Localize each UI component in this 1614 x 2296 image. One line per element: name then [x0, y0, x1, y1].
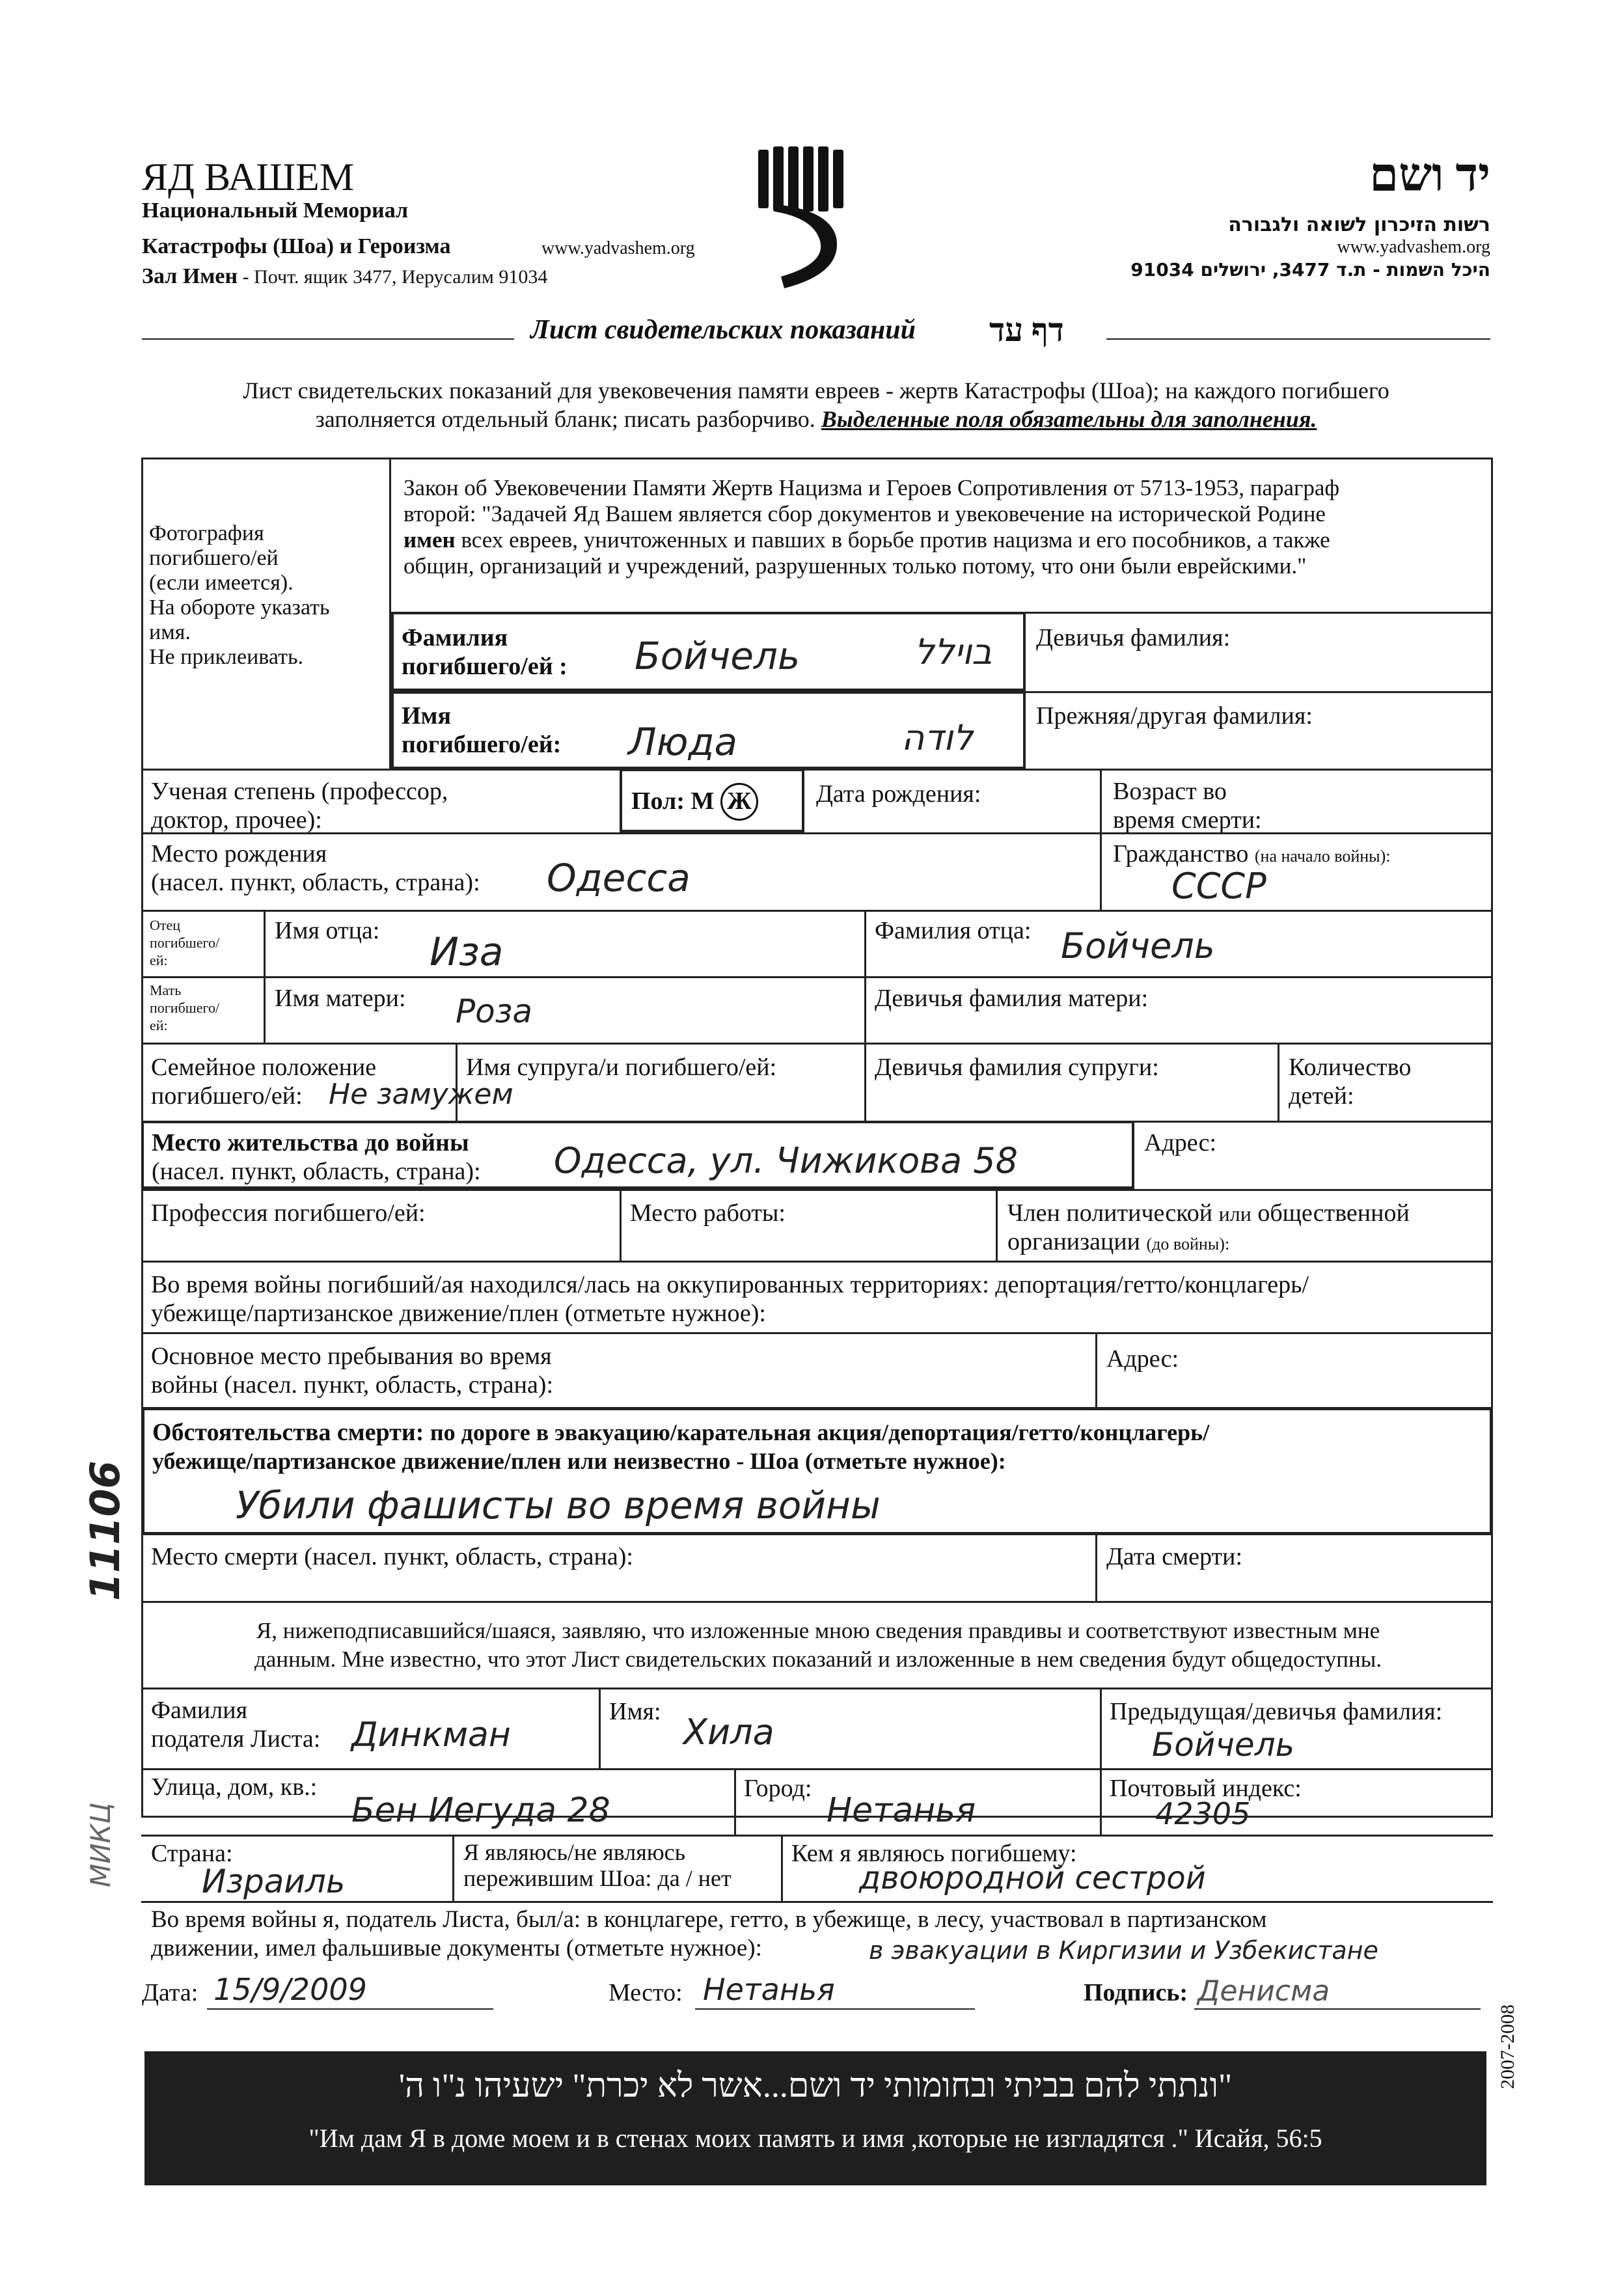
death-place-label: Место смерти (насел. пункт, область, страна):: [151, 1543, 633, 1570]
sex-label: Пол: М Ж: [631, 783, 758, 821]
death-circumstances-field[interactable]: [141, 1407, 1493, 1535]
submitter-war-value: в эвакуации в Киргизии и Узбекистане: [869, 1936, 1378, 1965]
victim-surname-field[interactable]: [391, 612, 1026, 691]
citizenship-label: Гражданство (на начало войны):: [1113, 840, 1391, 868]
father-surname-value: Бойчель: [1061, 925, 1215, 966]
org-line2-ru: Национальный Мемориал: [142, 198, 409, 223]
law-line: общин, организаций и учреждений, разрушенных только потому, что они были еврейскими.": [404, 553, 1307, 579]
death-circumstances-label: Обстоятельства смерти: по дороге в эвакуацию/карательная акция/депортация/гетто/концлагерь/ убежище/партизанское движение/плен или неизвестно - Шоа (отметьте нужное):: [152, 1419, 1210, 1474]
hall-bold: Зал Имен: [142, 264, 238, 288]
degree-label: Ученая степень (профессор, доктор, прочее):: [151, 778, 448, 834]
spouse-maiden-label: Девичья фамилия супруги:: [875, 1054, 1159, 1081]
law-line: второй: "Задачей Яд Вашем является сбор документов и увековечение на исторической Родине: [404, 501, 1326, 526]
victim-surname-value: Бойчель: [635, 634, 800, 678]
marital-label: Семейное положение погибшего/ей:: [151, 1054, 377, 1110]
org-line3-ru: Катастрофы (Шоа) и Героизма: [142, 234, 451, 258]
form-title: Лист свидетельских показаний: [530, 315, 916, 345]
row-rule: [141, 769, 1493, 771]
vline: [1100, 1688, 1102, 1835]
photo-box-text: [149, 521, 330, 670]
vline: [456, 1043, 458, 1121]
survivor-label: Я являюсь/не являюсь пережившим Шоа: да / нет: [463, 1839, 732, 1891]
mother-name-value: Роза: [456, 992, 532, 1030]
row-rule: [141, 1835, 1493, 1837]
residence-value: Одесса, ул. Чижикова 58: [554, 1140, 1018, 1181]
row-rule: [141, 1901, 1493, 1903]
spouse-label: Имя супруга/и погибшего/ей:: [466, 1054, 777, 1081]
org-line3-heb: היכל השמות - ת.ד 3477, ירושלים 91034: [1130, 259, 1490, 280]
wartime-address-label: Адрес:: [1106, 1345, 1179, 1373]
marital-value: Не замужем: [329, 1078, 513, 1111]
footer-sign-value: Денисма: [1197, 1975, 1330, 2008]
death-date-label: Дата смерти:: [1106, 1543, 1243, 1570]
death-circumstances-value: Убили фашисты во время войны: [236, 1483, 881, 1527]
country-value: Израиль: [202, 1863, 346, 1900]
residence-label: Место жительства до войны (насел. пункт, область, страна):: [152, 1129, 481, 1185]
banner-heb: "ונתתי להם בביתי ובחומותי יד ושם...אשר לא יכרת" ישעיהו נ"ו ה': [398, 2068, 1233, 2105]
submitter-name-label: Имя:: [609, 1698, 661, 1725]
margin-number: 11106: [81, 1460, 129, 1601]
vline: [781, 1835, 783, 1901]
law-text: [404, 475, 1484, 579]
row-rule: [141, 1261, 1493, 1263]
photo-text-line: На обороте указать: [149, 595, 330, 620]
vline: [1100, 832, 1102, 910]
law-line: [404, 527, 1484, 553]
row-rule: [141, 1043, 1493, 1045]
place-underline: [695, 2008, 975, 2010]
vline: [1100, 769, 1102, 833]
intro-line1: Лист свидетельских показаний для увековечения памяти евреев - жертв Катастрофы (Шоа); на каждого погибшего: [243, 377, 1389, 403]
zip-value: 42305: [1155, 1796, 1251, 1831]
margin-code: МИКЦ: [85, 1802, 116, 1887]
footer-date-label: Дата:: [142, 1979, 198, 2006]
main-place-label: Основное место пребывания во время войны (насел. пункт, область, страна):: [151, 1343, 554, 1399]
row-rule: [141, 910, 1493, 912]
website-ru: www.yadvashem.org: [541, 238, 695, 258]
vline: [452, 1835, 454, 1901]
footer-date-value: 15/9/2009: [213, 1972, 367, 2007]
photo-text-line: Фотография: [149, 521, 264, 545]
profession-label: Профессия погибшего/ей:: [151, 1199, 426, 1227]
row-rule: [141, 1332, 1493, 1334]
org-title-ru: ЯД ВАШЕМ: [142, 156, 355, 198]
birth-place-label: Место рождения (насел. пункт, область, страна):: [151, 840, 480, 896]
citizenship-value: СССР: [1171, 866, 1266, 907]
sex-field[interactable]: [620, 769, 804, 832]
zip-label: Почтовый индекс:: [1110, 1775, 1302, 1802]
membership-label: Член политической или общественной организации (до войны):: [1007, 1199, 1410, 1255]
vline: [996, 1189, 998, 1261]
mother-maiden-label: Девичья фамилия матери:: [875, 985, 1149, 1012]
residence-address-label: Адрес:: [1144, 1129, 1217, 1156]
vline: [1278, 1043, 1279, 1121]
mother-side-label: Мать погибшего/ ей:: [150, 982, 220, 1033]
submitter-name-value: Хила: [683, 1712, 774, 1753]
photo-box[interactable]: [141, 458, 391, 769]
photo-text-line: имя.: [149, 620, 191, 644]
photo-text-line: (если имеется).: [149, 571, 294, 595]
photo-text-line: Не приклеивать.: [149, 645, 303, 669]
vline: [620, 1189, 622, 1261]
row-rule: [141, 976, 1493, 978]
form-title-heb: דף עד: [989, 312, 1064, 348]
row-rule: [141, 832, 1493, 834]
row-rule: [141, 1688, 1493, 1689]
father-side-label: Отец погибшего/ ей:: [150, 917, 220, 968]
photo-text-line: погибшего/ей: [149, 546, 279, 570]
workplace-label: Место работы:: [630, 1199, 786, 1227]
banner-ru: "Им дам Я в доме моем и в стенах моих память и имя ,которые не изгладятся ." Исайя, 56:5: [308, 2124, 1322, 2153]
intro-required-note: Выделенные поля обязательны для заполнения.: [821, 406, 1317, 432]
father-surname-label: Фамилия отца:: [875, 917, 1032, 944]
victim-name-label: Имя погибшего/ей:: [402, 702, 562, 758]
law-bold-word: имен: [404, 527, 456, 553]
city-label: Город:: [744, 1775, 812, 1802]
submitter-prev-label: Предыдущая/девичья фамилия:: [1110, 1698, 1443, 1725]
victim-maiden-label: Девичья фамилия:: [1036, 624, 1231, 651]
father-name-label: Имя отца:: [275, 917, 380, 944]
vline: [1095, 1332, 1097, 1407]
law-line3-rest: всех евреев, уничтоженных и павших в борьбе против нацизма и его пособников, а также: [461, 527, 1330, 553]
date-underline: [207, 2008, 493, 2010]
title-rule-left: [142, 338, 514, 340]
footer-sign-label: Подпись:: [1084, 1979, 1188, 2006]
org-title-heb: יד ושם: [1369, 149, 1490, 201]
submitter-surname-value: Динкман: [351, 1715, 511, 1755]
row-rule: [141, 1189, 1493, 1191]
mother-name-label: Имя матери:: [275, 985, 406, 1012]
row-rule: [1026, 691, 1493, 693]
submitter-surname-label: Фамилия подателя Листа:: [151, 1697, 321, 1753]
victim-name-field[interactable]: [391, 691, 1026, 769]
law-line: Закон об Увековечении Памяти Жертв Нацизма и Героев Сопротивления от 5713-1953, параграф: [404, 475, 1340, 500]
submitter-war-label: Во время войны я, податель Листа, был/а: в концлагере, гетто, в убежище, в лесу, участвовал в партизанском движении, имел фальшивые документы (отметьте нужное):: [151, 1906, 1267, 1961]
vline: [599, 1688, 601, 1768]
age-label: Возраст во время смерти:: [1113, 778, 1262, 834]
country-label: Страна:: [151, 1840, 233, 1867]
submitter-prev-value: Бойчель: [1152, 1726, 1295, 1764]
sign-underline: [1194, 2008, 1481, 2010]
vline: [734, 1768, 736, 1835]
yad-vashem-logo-icon: [755, 146, 853, 296]
wartime-label: Во время войны погибший/ая находился/лась на оккупированных территориях: депортация/гетто/концлагерь/ убежище/партизанское движение/плен (отметьте нужное):: [151, 1271, 1309, 1327]
victim-other-surname-label: Прежняя/другая фамилия:: [1036, 702, 1313, 730]
father-name-value: Иза: [430, 929, 504, 975]
hall-rest: - Почт. ящик 3477, Иерусалим 91034: [242, 266, 548, 288]
victim-surname-label: Фамилия погибшего/ей :: [402, 624, 568, 680]
footer-place-value: Нетанья: [703, 1972, 835, 2007]
relation-label: Кем я являюсь погибшему:: [791, 1840, 1077, 1867]
vline: [864, 1043, 866, 1121]
side-year: 2007-2008: [1497, 2004, 1518, 2089]
quote-banner: [144, 2051, 1486, 2185]
relation-value: двоюродной сестрой: [859, 1860, 1206, 1896]
declaration-text: Я, нижеподписавшийся/шаяся, заявляю, что изложенные мною сведения правдивы и соответствуют известным мне данным. Мне известно, что этот Лист свидетельских показаний и изложенные в нем сведения будут общедоступны.: [254, 1618, 1382, 1672]
hall-address-ru: [142, 264, 547, 289]
birth-date-label: Дата рождения:: [816, 780, 981, 808]
intro-line2-wrap: [142, 405, 1490, 433]
victim-surname-heb: בוילל: [914, 631, 992, 672]
victim-name-value: Люда: [628, 720, 738, 764]
residence-field[interactable]: [141, 1121, 1134, 1189]
street-label: Улица, дом, кв.:: [151, 1773, 318, 1801]
street-value: Бен Иегуда 28: [351, 1791, 610, 1830]
footer-place-label: Место:: [609, 1979, 683, 2006]
city-value: Нетанья: [827, 1791, 976, 1830]
website-heb: www.yadvashem.org: [1337, 237, 1490, 257]
sex-option-m[interactable]: М: [691, 787, 715, 815]
children-label: Количество детей:: [1289, 1054, 1412, 1110]
victim-name-heb: לודה: [901, 717, 974, 758]
title-rule-right: [1106, 338, 1490, 340]
row-rule: [141, 1601, 1493, 1603]
vline: [1095, 1535, 1097, 1601]
org-line2-heb: רשות הזיכרון לשואה ולגבורה: [1228, 213, 1490, 236]
intro-text: [142, 376, 1490, 433]
intro-line2: заполняется отдельный бланк; писать разборчиво.: [315, 406, 815, 432]
birth-place-value: Одесса: [547, 856, 691, 900]
row-rule: [141, 1768, 1493, 1770]
sex-option-f-circled[interactable]: Ж: [720, 783, 758, 821]
